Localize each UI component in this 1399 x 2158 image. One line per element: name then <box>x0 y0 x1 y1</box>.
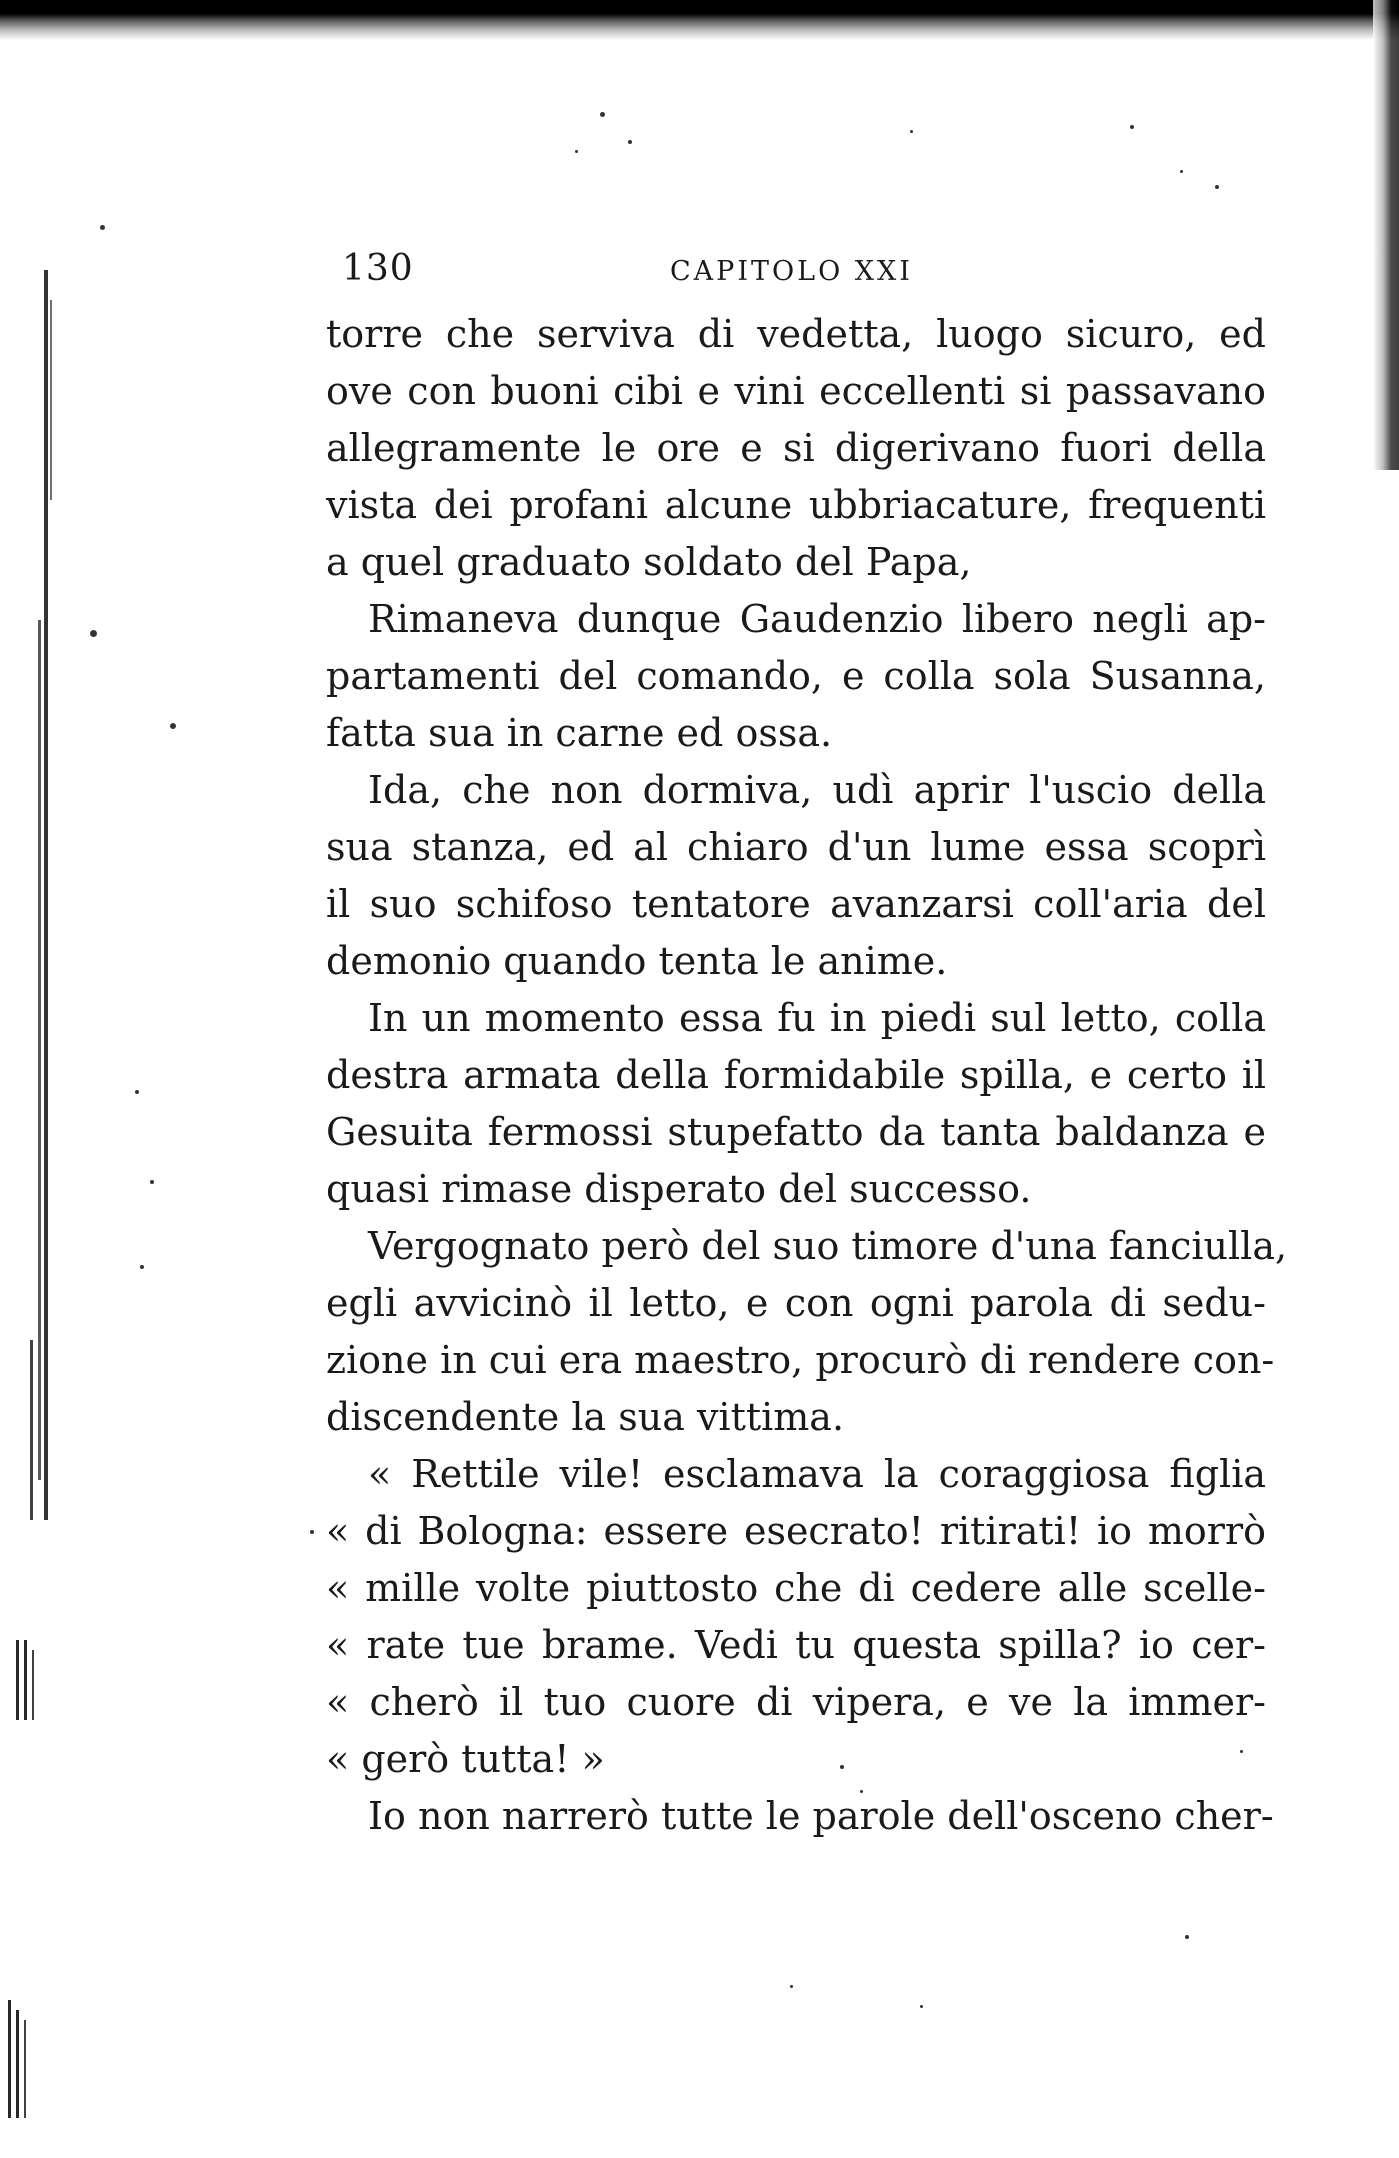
scan-top-edge <box>0 0 1399 40</box>
text-line: Vergognato però del suo timore d'una fanciulla, <box>368 1224 1288 1268</box>
text-line: allegramente le ore e si digerivano fuori della <box>326 426 1266 470</box>
text-line: a quel graduato soldato del Papa, <box>326 540 972 584</box>
text-line: « gerò tutta! » <box>326 1737 605 1781</box>
text-line: « Rettile vile! esclamava la coraggiosa figlia <box>368 1452 1266 1496</box>
text-line: partamenti del comando, e colla sola Susanna, <box>326 654 1266 698</box>
text-line: vista dei profani alcune ubbriacature, frequenti <box>326 483 1266 527</box>
text-line: quasi rimase disperato del successo. <box>326 1167 1032 1211</box>
text-line: Rimaneva dunque Gaudenzio libero negli ap- <box>368 597 1266 641</box>
page-header <box>342 248 1242 298</box>
text-line: « rate tue brame. Vedi tu questa spilla? io cer- <box>326 1623 1266 1667</box>
text-line: torre che serviva di vedetta, luogo sicuro, ed <box>326 312 1266 356</box>
body-text <box>326 306 1288 1845</box>
text-line: fatta sua in carne ed ossa. <box>326 711 833 755</box>
text-line: discendente la sua vittima. <box>326 1395 845 1439</box>
running-head: CAPITOLO XXI <box>670 256 913 287</box>
text-line: In un momento essa fu in piedi sul letto, colla <box>368 996 1266 1040</box>
text-line: demonio quando tenta le anime. <box>326 939 948 983</box>
text-line: « mille volte piuttosto che di cedere alle scelle- <box>326 1566 1266 1610</box>
text-line: Io non narrerò tutte le parole dell'osceno cher- <box>368 1794 1274 1838</box>
text-line: egli avvicinò il letto, e con ogni parola di sedu- <box>326 1281 1266 1325</box>
text-line: zione in cui era maestro, procurò di rendere con- <box>326 1338 1275 1382</box>
text-line: Gesuita fermossi stupefatto da tanta baldanza e <box>326 1110 1266 1154</box>
text-line: sua stanza, ed al chiaro d'un lume essa scoprì <box>326 825 1266 869</box>
text-line: destra armata della formidabile spilla, e certo il <box>326 1053 1266 1097</box>
text-line: « di Bologna: essere esecrato! ritirati! io morrò <box>326 1509 1266 1553</box>
text-line: ove con buoni cibi e vini eccellenti si passavano <box>326 369 1266 413</box>
text-line: « cherò il tuo cuore di vipera, e ve la immer- <box>326 1680 1266 1724</box>
text-line: il suo schifoso tentatore avanzarsi coll'aria del <box>326 882 1266 926</box>
scan-binding-shadow <box>0 40 70 2158</box>
scan-right-edge <box>1373 0 1399 470</box>
page-number: 130 <box>342 248 414 289</box>
text-line: Ida, che non dormiva, udì aprir l'uscio della <box>368 768 1266 812</box>
